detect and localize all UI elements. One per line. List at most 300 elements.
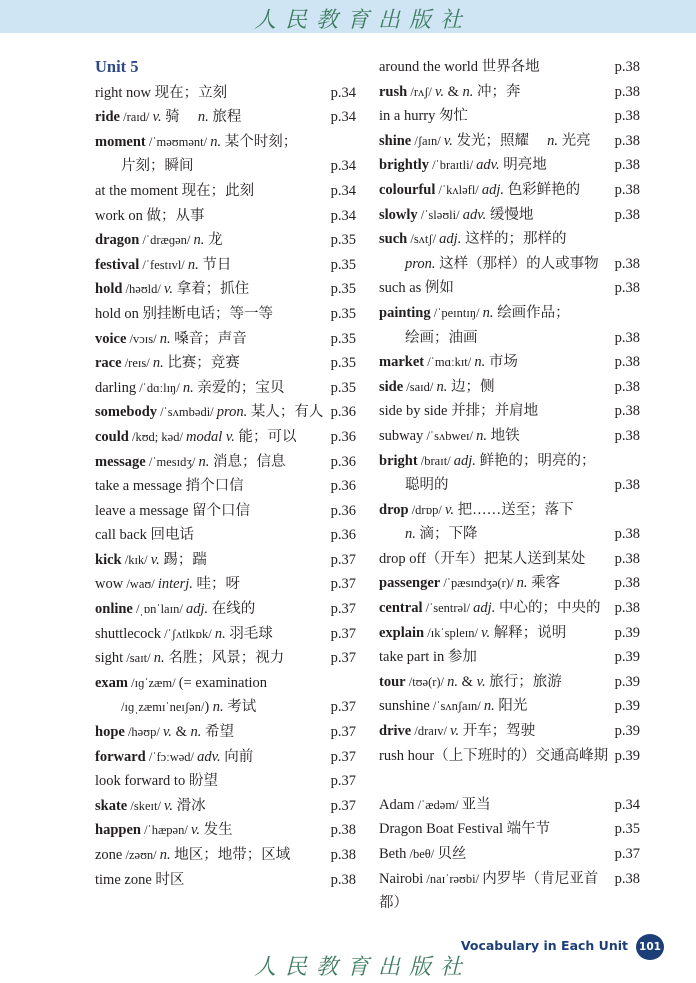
page-reference: p.34 bbox=[614, 796, 640, 813]
headword: message bbox=[95, 453, 146, 470]
vocab-entry bbox=[379, 129, 640, 154]
entry-text-segment: 阳光 bbox=[494, 698, 528, 715]
vocab-entry bbox=[379, 571, 640, 596]
vocab-entry bbox=[95, 253, 356, 278]
vocab-entry bbox=[95, 376, 356, 401]
entry-text-segment: sight bbox=[95, 650, 124, 667]
entry-text-segment: such as 例如 bbox=[379, 280, 454, 297]
page-reference: p.35 bbox=[330, 355, 356, 372]
entry-text-segment: 光亮 bbox=[558, 132, 591, 149]
vocab-entry bbox=[379, 80, 640, 105]
vocab-entry bbox=[95, 818, 356, 843]
page-reference: p.37 bbox=[330, 625, 356, 642]
vocab-entry bbox=[379, 547, 640, 572]
entry-text-segment: wow bbox=[95, 576, 124, 593]
entry-text bbox=[379, 375, 611, 400]
page-reference: p.38 bbox=[614, 550, 640, 567]
entry-text-segment: 解释；说明 bbox=[490, 624, 567, 641]
part-of-speech: n. bbox=[153, 650, 165, 667]
vocab-entry bbox=[379, 350, 640, 375]
part-of-speech: adv. bbox=[476, 157, 500, 174]
phonetic: /ˈsləʊli/ bbox=[417, 207, 463, 222]
entry-text bbox=[379, 621, 611, 646]
phonetic: /braɪt/ bbox=[417, 453, 454, 468]
vocab-entry bbox=[379, 473, 640, 498]
phonetic: /raɪd/ bbox=[119, 110, 153, 125]
phonetic: /ˈdræɡən/ bbox=[139, 233, 194, 248]
page-reference: p.38 bbox=[330, 871, 356, 888]
vocab-entry bbox=[95, 572, 356, 597]
entry-text bbox=[379, 326, 611, 351]
phonetic: /ˈædəm/ bbox=[414, 797, 462, 812]
phonetic: /ˈkʌləfl/ bbox=[435, 182, 482, 197]
part-of-speech: n. bbox=[212, 699, 224, 716]
page-reference: p.35 bbox=[330, 330, 356, 347]
vocab-entry bbox=[379, 842, 640, 867]
part-of-speech: pron. bbox=[216, 404, 248, 421]
page-reference: p.34 bbox=[330, 158, 356, 175]
vocabulary-column-left bbox=[95, 55, 356, 892]
entry-text-segment: take a message 捎个口信 bbox=[95, 478, 244, 495]
headword: drive bbox=[379, 723, 412, 740]
entry-text bbox=[95, 277, 327, 302]
phonetic: /həʊld/ bbox=[122, 282, 164, 297]
vocab-entry bbox=[95, 671, 356, 696]
vocab-entry bbox=[95, 302, 356, 327]
page-reference: p.38 bbox=[614, 354, 640, 371]
entry-text bbox=[95, 720, 327, 745]
entry-text-segment: 发光；照耀 bbox=[452, 132, 548, 149]
entry-text bbox=[379, 817, 611, 842]
page-reference: p.37 bbox=[330, 797, 356, 814]
page-reference: p.38 bbox=[330, 847, 356, 863]
entry-text bbox=[379, 744, 611, 769]
page-reference: p.38 bbox=[614, 329, 640, 346]
part-of-speech: adj. bbox=[185, 601, 209, 618]
page-reference: p.39 bbox=[614, 649, 640, 666]
entry-text-segment: 嗓音；声音 bbox=[170, 330, 247, 347]
entry-text-segment: 绘画；油画 bbox=[405, 329, 478, 346]
entry-text-segment: 向前 bbox=[220, 748, 254, 765]
entry-text-segment: at the moment 现在；此刻 bbox=[95, 182, 255, 199]
vocab-entry bbox=[379, 399, 640, 424]
phonetic: /zəʊn/ bbox=[122, 848, 160, 862]
headword: ride bbox=[95, 109, 120, 126]
phonetic: /ʃaɪn/ bbox=[411, 133, 444, 148]
entry-text-segment: 绘画作品； bbox=[493, 304, 570, 321]
vocab-entry bbox=[379, 301, 640, 326]
entry-text bbox=[379, 645, 611, 670]
entry-text-segment: 地区；地带；区域 bbox=[170, 847, 291, 863]
phonetic: /beθ/ bbox=[406, 847, 438, 861]
page-reference: p.38 bbox=[614, 526, 640, 543]
entry-text bbox=[95, 572, 327, 597]
page-reference: p.34 bbox=[330, 182, 356, 199]
unit-heading-row bbox=[95, 55, 356, 81]
entry-text-segment: subway bbox=[379, 427, 424, 444]
entry-text-segment: hold on 别挂断电话；等一等 bbox=[95, 305, 274, 322]
entry-text-segment: 冲；奔 bbox=[473, 83, 521, 100]
part-of-speech: n. bbox=[159, 330, 171, 347]
entry-text bbox=[95, 646, 327, 671]
vocab-entry bbox=[95, 695, 356, 720]
entry-text-segment: zone bbox=[95, 847, 123, 863]
part-of-speech: n. bbox=[482, 304, 494, 321]
entry-text-segment: time zone 时区 bbox=[95, 871, 185, 888]
entry-text-segment: 内罗毕（肯尼亚首都） bbox=[379, 870, 599, 912]
vocab-entry bbox=[379, 252, 640, 277]
vocab-entry bbox=[379, 375, 640, 400]
vocab-entry bbox=[379, 768, 640, 793]
headword: slowly bbox=[379, 206, 418, 223]
phonetic: /ɪɡˈzæm/ bbox=[128, 675, 179, 690]
vocab-entry bbox=[95, 327, 356, 352]
page-reference: p.38 bbox=[330, 822, 356, 839]
entry-text bbox=[379, 153, 611, 178]
headword: online bbox=[95, 601, 133, 618]
headword: dragon bbox=[95, 232, 140, 249]
page-reference: p.35 bbox=[330, 281, 356, 298]
vocab-entry bbox=[95, 597, 356, 622]
part-of-speech: adj. bbox=[439, 231, 462, 248]
vocab-entry bbox=[95, 228, 356, 253]
headword: hope bbox=[95, 724, 125, 741]
phonetic: /ˈsʌbweɪ/ bbox=[423, 428, 477, 443]
entry-text-segment: 中心的；中央的 bbox=[495, 600, 601, 617]
vocab-entry bbox=[95, 204, 356, 229]
phonetic: /draɪv/ bbox=[411, 724, 451, 739]
entry-text-segment: 亲爱的；宝贝 bbox=[193, 379, 285, 396]
entry-text-segment: around the world 世界各地 bbox=[379, 59, 540, 75]
vocab-entry bbox=[95, 548, 356, 573]
part-of-speech: n. bbox=[474, 354, 486, 371]
part-of-speech: n. bbox=[193, 232, 205, 249]
entry-text bbox=[95, 400, 327, 425]
page-reference: p.37 bbox=[330, 699, 356, 716]
entry-text bbox=[379, 129, 611, 154]
page-reference: p.35 bbox=[330, 305, 356, 322]
headword: passenger bbox=[379, 575, 441, 592]
page-reference: p.37 bbox=[330, 724, 356, 741]
entry-text-segment: darling bbox=[95, 379, 137, 396]
page-reference: p.37 bbox=[330, 773, 356, 790]
entry-text-segment: 亚当 bbox=[461, 796, 491, 813]
vocab-entry bbox=[95, 450, 356, 475]
page-reference: p.38 bbox=[614, 181, 640, 198]
entry-text bbox=[379, 670, 611, 695]
entry-text bbox=[95, 818, 327, 843]
phonetic: /naɪˈrəʊbi/ bbox=[423, 871, 483, 886]
phonetic: /saɪt/ bbox=[123, 651, 154, 666]
part-of-speech: n. bbox=[547, 132, 559, 149]
entry-text-segment: side by side 并排；并肩地 bbox=[379, 403, 539, 420]
entry-text-segment: 贝丝 bbox=[437, 846, 467, 862]
part-of-speech: v. bbox=[443, 132, 453, 149]
part-of-speech: v. bbox=[476, 673, 486, 690]
phonetic: /kɪk/ bbox=[121, 552, 151, 567]
entry-text-segment: 某人；有人 bbox=[247, 404, 324, 421]
page-reference: p.39 bbox=[614, 747, 640, 764]
phonetic: /ˈsʌnʃaɪn/ bbox=[429, 699, 484, 714]
entry-text bbox=[95, 376, 327, 401]
vocab-entry bbox=[95, 277, 356, 302]
entry-text-segment: 拿着；抓住 bbox=[173, 281, 250, 298]
page-reference: p.38 bbox=[614, 206, 640, 223]
part-of-speech: adv. bbox=[197, 748, 221, 765]
page-reference: p.39 bbox=[614, 673, 640, 690]
entry-text bbox=[379, 424, 611, 449]
entry-text-segment: look forward to 盼望 bbox=[95, 773, 218, 790]
entry-text bbox=[95, 769, 327, 794]
page-reference: p.38 bbox=[614, 59, 640, 75]
headword: shine bbox=[379, 132, 412, 149]
vocab-entry bbox=[379, 153, 640, 178]
phonetic: /tʊə(r)/ bbox=[405, 674, 448, 689]
entry-text-segment: in a hurry 匆忙 bbox=[379, 108, 468, 125]
vocab-entry bbox=[379, 817, 640, 842]
header-band bbox=[0, 0, 696, 33]
page-reference: p.38 bbox=[614, 83, 640, 100]
page-reference: p.36 bbox=[330, 502, 356, 519]
entry-text-segment: 旅行；旅游 bbox=[485, 673, 562, 690]
vocab-entry bbox=[95, 745, 356, 770]
page-reference: p.39 bbox=[614, 624, 640, 641]
entry-text bbox=[379, 55, 611, 80]
vocab-entry bbox=[95, 868, 356, 893]
entry-text-segment: 把……送至；落下 bbox=[453, 501, 574, 518]
phonetic: /ˈhæpən/ bbox=[140, 823, 191, 838]
vocabulary-column-right bbox=[379, 55, 640, 916]
entry-text-segment: 旅程 bbox=[208, 109, 242, 126]
phonetic: /drɒp/ bbox=[408, 502, 445, 517]
entry-text bbox=[379, 178, 611, 203]
phonetic: /ɪɡˌzæmɪˈneɪʃən/ bbox=[121, 700, 205, 715]
page-reference: p.37 bbox=[330, 748, 356, 765]
phonetic: /ˌɒnˈlaɪn/ bbox=[132, 602, 186, 617]
entry-text-segment: 边；侧 bbox=[447, 378, 495, 395]
entry-text bbox=[379, 793, 611, 818]
vocab-entry bbox=[379, 719, 640, 744]
vocab-entry bbox=[379, 744, 640, 769]
entry-text-segment: 龙 bbox=[204, 232, 223, 249]
part-of-speech: v. bbox=[164, 281, 173, 298]
page-reference: p.35 bbox=[614, 821, 640, 838]
phonetic: /həʊp/ bbox=[124, 725, 163, 740]
entry-text-segment: take part in 参加 bbox=[379, 649, 477, 666]
phonetic: /ˈmɑːkɪt/ bbox=[424, 355, 475, 370]
part-of-speech: v. bbox=[152, 109, 162, 126]
entry-text-segment: ) bbox=[204, 699, 213, 716]
phonetic: /ˈʃʌtlkɒk/ bbox=[161, 626, 215, 641]
entry-text bbox=[95, 179, 327, 204]
part-of-speech: v. bbox=[150, 551, 160, 568]
entry-text bbox=[95, 130, 352, 155]
headword: exam bbox=[95, 674, 129, 691]
page-reference: p.34 bbox=[330, 109, 356, 126]
phonetic: /ˈbraɪtli/ bbox=[428, 158, 477, 173]
entry-text-segment: leave a message 留个口信 bbox=[95, 502, 251, 519]
part-of-speech: n. bbox=[436, 378, 448, 395]
page-reference: p.36 bbox=[330, 453, 356, 470]
part-of-speech: n. bbox=[187, 256, 199, 273]
entry-text bbox=[95, 868, 327, 893]
part-of-speech: n. bbox=[182, 379, 194, 396]
entry-text-segment: 这样（那样）的人或事物 bbox=[435, 255, 599, 272]
entry-text-segment: 考试 bbox=[223, 699, 257, 716]
vocab-entry bbox=[95, 130, 356, 155]
phonetic: /ˈdɑːlɪŋ/ bbox=[136, 380, 183, 395]
phonetic: /sʌtʃ/ bbox=[407, 232, 440, 247]
vocab-entry bbox=[379, 55, 640, 80]
vocab-entry bbox=[379, 694, 640, 719]
entry-text-segment: 片刻；瞬间 bbox=[121, 158, 194, 175]
part-of-speech: n. bbox=[197, 109, 209, 126]
entry-text-segment: & bbox=[458, 673, 477, 690]
page-reference: p.36 bbox=[330, 478, 356, 495]
page-reference: p.37 bbox=[330, 551, 356, 568]
entry-text-segment: 某个时刻； bbox=[221, 133, 298, 150]
part-of-speech: n. bbox=[198, 453, 210, 470]
vocab-entry bbox=[379, 670, 640, 695]
headword: rush bbox=[379, 83, 408, 100]
part-of-speech: adj. bbox=[473, 600, 496, 617]
part-of-speech: adv. bbox=[462, 206, 487, 223]
entry-text-segment: 开车；驾驶 bbox=[459, 723, 536, 740]
page-reference: p.34 bbox=[330, 207, 356, 224]
entry-text-segment: 聪明的 bbox=[405, 477, 449, 494]
entry-text bbox=[379, 867, 611, 916]
phonetic: /saɪd/ bbox=[403, 379, 437, 394]
entry-text-segment: 在线的 bbox=[208, 601, 256, 618]
phonetic: /kʊd; kəd/ bbox=[128, 429, 187, 444]
part-of-speech: n. bbox=[462, 83, 474, 100]
entry-text-segment: 缓慢地 bbox=[486, 206, 534, 223]
part-of-speech: n. bbox=[190, 724, 202, 741]
vocab-entry bbox=[95, 179, 356, 204]
entry-text-segment: drop off（开车）把某人送到某处 bbox=[379, 550, 586, 567]
entry-text-segment: 消息；信息 bbox=[209, 453, 286, 470]
entry-text bbox=[95, 351, 327, 376]
phonetic: /vɔɪs/ bbox=[126, 331, 160, 346]
entry-text bbox=[95, 154, 327, 179]
publisher-logo: 人民教育出版社 bbox=[254, 8, 472, 33]
entry-text-segment: & bbox=[444, 83, 463, 100]
part-of-speech: v. bbox=[450, 723, 460, 740]
entry-text-segment: Nairobi bbox=[379, 870, 424, 887]
vocab-entry bbox=[95, 843, 356, 868]
entry-text-segment: rush hour（上下班时的）交通高峰期 bbox=[379, 747, 609, 764]
vocab-entry bbox=[379, 104, 640, 129]
entry-text bbox=[379, 596, 611, 621]
entry-text-segment: 羽毛球 bbox=[225, 625, 273, 642]
entry-text bbox=[379, 252, 611, 277]
entry-text bbox=[379, 276, 611, 301]
part-of-speech: n. bbox=[214, 625, 226, 642]
vocab-entry bbox=[379, 522, 640, 547]
entry-text bbox=[379, 104, 611, 129]
entry-text-segment: 哇；呀 bbox=[192, 576, 241, 593]
entry-text-segment: call back 回电话 bbox=[95, 527, 195, 544]
page-reference: p.38 bbox=[614, 378, 640, 395]
entry-text bbox=[379, 80, 611, 105]
entry-text-segment: 这样的；那样的 bbox=[461, 231, 567, 248]
vocab-entry bbox=[379, 793, 640, 818]
phonetic: /waʊ/ bbox=[123, 577, 158, 592]
headword: somebody bbox=[95, 404, 158, 421]
part-of-speech: modal v. bbox=[186, 428, 235, 445]
part-of-speech: n. bbox=[159, 847, 171, 863]
page-number-badge: 101 bbox=[636, 934, 664, 960]
page-reference: p.38 bbox=[614, 575, 640, 592]
entry-text bbox=[379, 350, 611, 375]
phonetic: /rʌʃ/ bbox=[407, 84, 435, 99]
entry-text bbox=[379, 694, 611, 719]
entry-text bbox=[379, 571, 611, 596]
headword: central bbox=[379, 600, 423, 617]
entry-text bbox=[95, 671, 352, 696]
entry-text-segment: 节日 bbox=[198, 256, 232, 273]
vocab-entry bbox=[379, 621, 640, 646]
vocab-entry bbox=[95, 351, 356, 376]
page-reference: p.37 bbox=[330, 650, 356, 667]
entry-text bbox=[95, 499, 327, 524]
entry-text-segment: 希望 bbox=[201, 724, 234, 741]
headword: drop bbox=[379, 501, 409, 518]
part-of-speech: n. bbox=[476, 427, 487, 444]
part-of-speech: v. bbox=[162, 724, 172, 741]
part-of-speech: n. bbox=[405, 526, 416, 543]
entry-text bbox=[95, 204, 327, 229]
entry-text-segment: 骑 bbox=[161, 109, 198, 126]
entry-text bbox=[379, 547, 611, 572]
page-reference: p.37 bbox=[330, 601, 356, 618]
vocab-entry bbox=[379, 276, 640, 301]
headword: race bbox=[95, 355, 122, 372]
headword: could bbox=[95, 428, 129, 445]
entry-text bbox=[379, 498, 636, 523]
entry-text-segment: work on 做；从事 bbox=[95, 207, 205, 224]
vocab-entry bbox=[379, 645, 640, 670]
part-of-speech: n. bbox=[516, 575, 528, 592]
vocab-entry bbox=[95, 646, 356, 671]
entry-text-segment: 踢；踹 bbox=[159, 551, 207, 568]
entry-text-segment: Dragon Boat Festival 端午节 bbox=[379, 821, 551, 838]
entry-text bbox=[379, 449, 636, 474]
page-reference: p.35 bbox=[330, 379, 356, 396]
headword: painting bbox=[379, 304, 431, 321]
page-reference: p.36 bbox=[330, 428, 356, 445]
page-reference: p.38 bbox=[614, 600, 640, 617]
entry-text bbox=[379, 842, 611, 867]
entry-text bbox=[379, 719, 611, 744]
part-of-speech: n. bbox=[152, 355, 164, 372]
page-reference: p.37 bbox=[614, 846, 640, 862]
vocab-entry bbox=[379, 227, 640, 252]
vocab-entry bbox=[95, 154, 356, 179]
headword: tour bbox=[379, 673, 406, 690]
entry-text-segment: 色彩鲜艳的 bbox=[504, 181, 581, 198]
vocab-entry bbox=[379, 326, 640, 351]
entry-text bbox=[95, 425, 327, 450]
unit-heading: Unit 5 bbox=[95, 57, 139, 76]
entry-text bbox=[379, 473, 611, 498]
headword: explain bbox=[379, 624, 425, 641]
vocab-entry bbox=[379, 178, 640, 203]
entry-text-segment: 滴；下降 bbox=[415, 526, 478, 543]
vocab-entry bbox=[379, 867, 640, 916]
phonetic: /skeɪt/ bbox=[127, 798, 165, 813]
phonetic: /ˈfestɪvl/ bbox=[139, 257, 188, 272]
